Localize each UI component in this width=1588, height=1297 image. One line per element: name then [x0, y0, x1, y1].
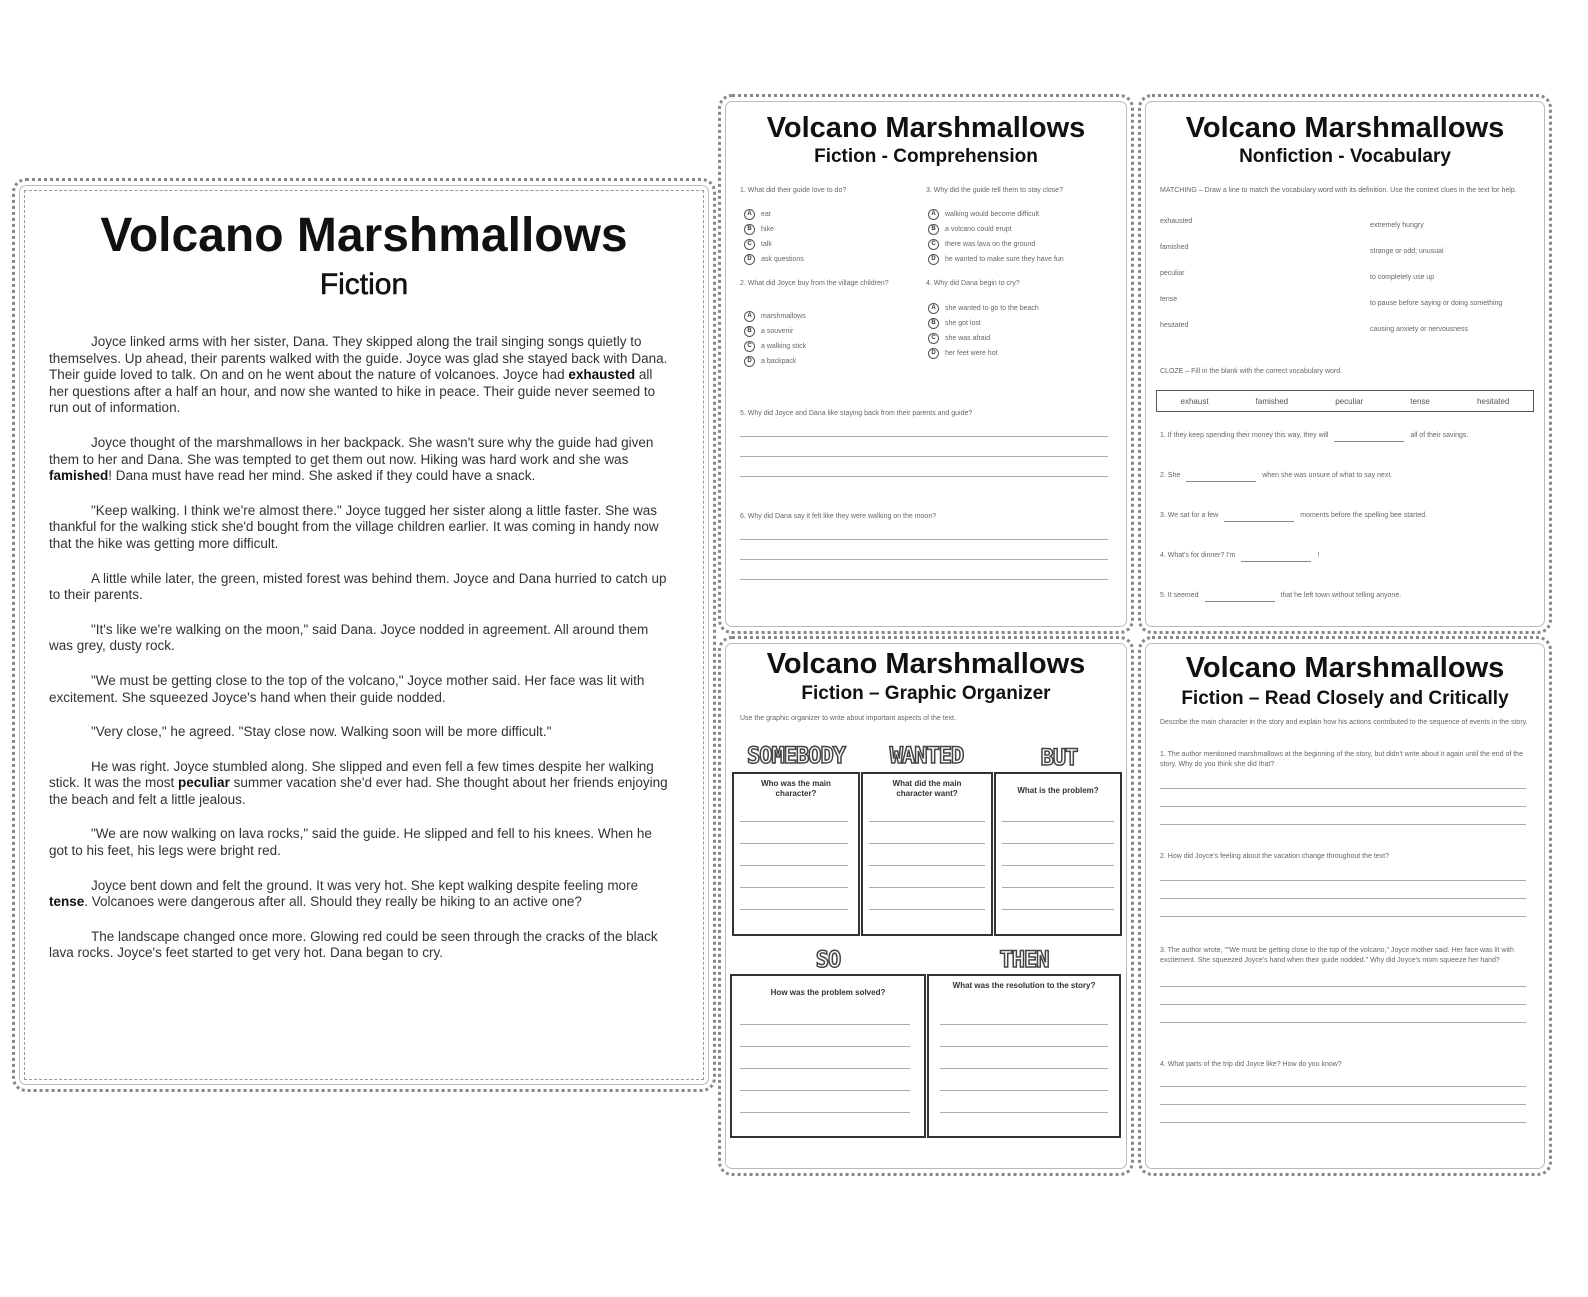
organizer-instructions: Use the graphic organizer to write about important aspects of the text.	[740, 715, 956, 722]
so-box[interactable]	[730, 974, 926, 1138]
answer-option[interactable]	[928, 346, 1039, 361]
answer-bubble[interactable]: C	[744, 341, 755, 352]
answer-option[interactable]	[744, 309, 806, 324]
answer-line[interactable]	[1160, 1104, 1526, 1105]
answer-line[interactable]	[1160, 788, 1526, 789]
comprehension-sheet	[718, 94, 1134, 634]
question-1: 1. What did their guide love to do?	[740, 187, 847, 194]
but-heading: BUT	[1040, 746, 1078, 771]
question-2: 2. What did Joyce buy from the village children?	[740, 280, 889, 287]
word-bank-word: peculiar	[1335, 396, 1364, 406]
sheet-title: Volcano Marshmallows	[766, 648, 1086, 680]
answer-bubble[interactable]: D	[928, 254, 939, 265]
somebody-question: Who was the main character?	[761, 779, 831, 798]
fiction-passage-sheet	[12, 178, 716, 1092]
answer-line[interactable]	[740, 909, 848, 910]
so-question: How was the problem solved?	[770, 988, 886, 997]
answer-bubble[interactable]: B	[744, 224, 755, 235]
option-text: she wanted to go to the beach	[945, 305, 1039, 312]
answer-line[interactable]	[1160, 880, 1526, 881]
then-heading: THEN	[999, 948, 1049, 973]
answer-line[interactable]	[1160, 1022, 1526, 1023]
cloze-text: 5. It seemed	[1160, 592, 1199, 599]
paragraph-text: The landscape changed once more. Glowing red could be seen through the cracks of the black lava rocks. Joyce's feet started to get very hot. Dana began to cry.	[49, 928, 658, 961]
paragraph-text: "Keep walking. I think we're almost there." Joyce tugged her sister along a little faster. She was thankful for the walking stick she'd bought from the village children earlier. It was coming in handy now that the hike was getting more difficult.	[49, 502, 659, 551]
option-text: talk	[761, 241, 772, 248]
word-bank-word: hesitated	[1476, 396, 1510, 406]
passage-paragraph	[49, 929, 674, 962]
answer-line[interactable]	[740, 1046, 910, 1047]
answer-line[interactable]	[869, 843, 985, 844]
wanted-heading: WANTED	[889, 744, 964, 769]
paragraph-text: "It's like we're walking on the moon," said Dana. Joyce nodded in agreement. All around them was grey, dusty rock.	[49, 621, 649, 654]
answer-line[interactable]	[940, 1068, 1108, 1069]
paragraph-text: "We must be getting close to the top of the volcano," Joyce mother said. Her face was lit with excitement. She squeezed Joyce's hand when their guide nodded.	[49, 672, 645, 705]
answer-bubble[interactable]: B	[744, 326, 755, 337]
vocab-word-list	[1160, 217, 1192, 347]
graphic-organizer-sheet	[718, 636, 1134, 1176]
paragraph-text: Joyce bent down and felt the ground. It was very hot. She kept walking despite feeling more	[91, 877, 639, 893]
cloze-text: all of their savings.	[1410, 432, 1469, 439]
passage-paragraph	[49, 622, 674, 655]
sheet-subtitle: Nonfiction - Vocabulary	[1239, 146, 1451, 167]
question-1-options	[744, 207, 804, 267]
critical-question-2: 2. How did Joyce's feeling about the vacation change throughout the text?	[1160, 853, 1389, 860]
vocabulary-word: exhausted	[568, 367, 636, 383]
answer-line[interactable]	[740, 476, 1108, 477]
answer-line[interactable]	[940, 1090, 1108, 1091]
answer-bubble[interactable]: D	[744, 254, 755, 265]
answer-option[interactable]	[744, 222, 804, 237]
answer-line[interactable]	[740, 559, 1108, 560]
answer-line[interactable]	[1160, 824, 1526, 825]
critical-question-3: 3. The author wrote, ""We must be getting close to the top of the volcano," Joyce mother said. Her face was lit with excitement. She squeezed Joyce's hand when their guide nodded." Why did Joyce's mom squeeze her hand?	[1160, 947, 1514, 964]
passage-paragraph	[49, 826, 674, 859]
answer-line[interactable]	[740, 887, 848, 888]
option-text: eat	[761, 211, 771, 218]
answer-line[interactable]	[740, 843, 848, 844]
paragraph-text: "Very close," he agreed. "Stay close now. Walking soon will be more difficult."	[91, 724, 552, 740]
cloze-blank[interactable]	[1186, 471, 1256, 482]
vocab-definition[interactable]: extremely hungry	[1370, 222, 1424, 229]
answer-line[interactable]	[1160, 986, 1526, 987]
word-bank-word: exhaust	[1180, 396, 1209, 406]
passage-genre: Fiction	[319, 268, 409, 301]
cloze-text: when she was unsure of what to say next.	[1262, 472, 1393, 479]
cloze-sentence	[1160, 511, 1540, 551]
option-text: there was lava on the ground	[945, 241, 1036, 248]
cloze-text: that he left town without telling anyone.	[1280, 592, 1402, 599]
answer-bubble[interactable]: C	[928, 239, 939, 250]
answer-line[interactable]	[1002, 865, 1114, 866]
answer-line[interactable]	[740, 579, 1108, 580]
word-bank	[1156, 390, 1534, 412]
option-text: marshmallows	[761, 313, 806, 320]
answer-option[interactable]	[744, 339, 806, 354]
answer-bubble[interactable]: D	[928, 348, 939, 359]
cloze-sentence	[1160, 591, 1540, 631]
sheet-title: Volcano Marshmallows	[1185, 652, 1505, 684]
wanted-question: What did the main character want?	[892, 779, 962, 798]
answer-line[interactable]	[740, 436, 1108, 437]
cloze-blank[interactable]	[1205, 591, 1275, 602]
vocab-word[interactable]: tense	[1160, 296, 1178, 303]
option-text: a backpack	[761, 358, 797, 365]
option-text: walking would become difficult	[945, 211, 1040, 218]
answer-line[interactable]	[1002, 909, 1114, 910]
critical-instructions: Describe the main character in the story and explain how his actions contributed to the sequence of events in the story.	[1160, 719, 1528, 726]
paragraph-text: all her questions after a half an hour, and now she wanted to hike in peace. Their guide never seemed to run out of information.	[49, 367, 656, 416]
wanted-box[interactable]	[861, 772, 993, 936]
passage-paragraph	[49, 435, 674, 485]
sheet-title: Volcano Marshmallows	[766, 112, 1086, 144]
then-box[interactable]	[927, 974, 1121, 1138]
question-5: 5. Why did Joyce and Dana like staying back from their parents and guide?	[740, 410, 973, 417]
option-text: hike	[761, 226, 774, 233]
then-question: What was the resolution to the story?	[952, 981, 1096, 990]
but-box[interactable]	[994, 772, 1122, 936]
cloze-sentence	[1160, 431, 1540, 471]
option-text: a walking stick	[761, 343, 807, 350]
answer-option[interactable]	[744, 354, 806, 369]
answer-option[interactable]	[744, 237, 804, 252]
vocab-definition-list	[1370, 221, 1530, 351]
passage-paragraph	[49, 724, 674, 741]
vocabulary-sheet	[1138, 94, 1552, 634]
option-text: a souvenir	[761, 328, 794, 335]
answer-option[interactable]	[928, 207, 1064, 222]
cloze-text: 2. She	[1160, 472, 1181, 479]
answer-line[interactable]	[1160, 898, 1526, 899]
passage-paragraph	[49, 571, 674, 604]
answer-bubble[interactable]: C	[744, 239, 755, 250]
answer-line[interactable]	[740, 456, 1108, 457]
cloze-instructions: CLOZE – Fill in the blank with the correct vocabulary word.	[1160, 368, 1343, 375]
cloze-blank[interactable]	[1224, 511, 1294, 522]
paragraph-text: Joyce thought of the marshmallows in her backpack. She wasn't sure why the guide had given them to her and Dana. She was tempted to get them out now. Hiking was hard work and she was	[49, 434, 654, 467]
question-3: 3. Why did the guide tell them to stay close?	[926, 187, 1063, 194]
answer-option[interactable]	[928, 252, 1064, 267]
cloze-blank[interactable]	[1334, 431, 1404, 442]
but-question: What is the problem?	[1017, 786, 1099, 795]
answer-option[interactable]	[744, 207, 804, 222]
answer-line[interactable]	[1160, 1122, 1526, 1123]
vocab-definition[interactable]: strange or odd; unusual	[1370, 248, 1444, 255]
vocab-definition[interactable]: to completely use up	[1370, 274, 1435, 281]
paragraph-text: He was right. Joyce stumbled along. She slipped and even fell a few times despite her walking stick. It was the most	[49, 758, 654, 791]
somebody-heading: SOMEBODY	[747, 744, 845, 769]
answer-bubble[interactable]: C	[928, 333, 939, 344]
answer-line[interactable]	[740, 1112, 910, 1113]
answer-line[interactable]	[740, 821, 848, 822]
question-4-options	[928, 301, 1039, 361]
answer-line[interactable]	[940, 1024, 1108, 1025]
vocabulary-word: peculiar	[178, 775, 230, 791]
vocabulary-word: famished	[49, 468, 109, 484]
cloze-text: 4. What's for dinner? I'm	[1160, 552, 1236, 559]
answer-line[interactable]	[1002, 887, 1114, 888]
passage-paragraph	[49, 673, 674, 706]
answer-line[interactable]	[1160, 1086, 1526, 1087]
answer-option[interactable]	[928, 222, 1064, 237]
somebody-box[interactable]	[732, 772, 860, 936]
critical-question-1: 1. The author mentioned marshmallows at the beginning of the story, but didn't write about it again until the end of the story. Why do you think she did that?	[1160, 751, 1523, 768]
paragraph-text: "We are now walking on lava rocks," said the guide. He slipped and fell to his knees. When he got to his feet, his legs were bright red.	[49, 826, 652, 859]
cloze-text: 1. If they keep spending their money this way, they will	[1160, 432, 1329, 439]
word-bank-word: famished	[1255, 396, 1289, 406]
answer-line[interactable]	[869, 887, 985, 888]
answer-line[interactable]	[740, 1068, 910, 1069]
answer-bubble[interactable]: A	[744, 209, 755, 220]
passage-paragraph	[49, 759, 674, 809]
cloze-text: !	[1317, 552, 1320, 559]
vocab-word[interactable]: famished	[1160, 244, 1189, 251]
vocabulary-word: tense	[49, 894, 85, 910]
answer-option[interactable]	[928, 316, 1039, 331]
passage-paragraph	[49, 334, 674, 417]
question-4: 4. Why did Dana begin to cry?	[926, 280, 1020, 287]
option-text: she got lost	[945, 320, 981, 327]
paragraph-text: . Volcanoes were dangerous after all. Should they really be hiking to an active one?	[84, 894, 582, 910]
passage-paragraph	[49, 878, 674, 911]
question-6: 6. Why did Dana say it felt like they were walking on the moon?	[740, 513, 937, 520]
passage-body	[49, 334, 674, 980]
cloze-sentences	[1160, 431, 1540, 631]
paragraph-text: summer vacation she'd ever had. She thought about her friends enjoying the beach and felt a little jealous.	[49, 775, 668, 807]
answer-bubble[interactable]: B	[928, 224, 939, 235]
passage-title: Volcano Marshmallows	[100, 209, 628, 262]
so-heading: SO	[815, 948, 841, 973]
answer-option[interactable]	[928, 301, 1039, 316]
answer-line[interactable]	[1160, 916, 1526, 917]
answer-line[interactable]	[1160, 1004, 1526, 1005]
answer-line[interactable]	[869, 865, 985, 866]
answer-line[interactable]	[940, 1046, 1108, 1047]
answer-line[interactable]	[1160, 806, 1526, 807]
option-text: ask questions	[761, 256, 804, 263]
answer-line[interactable]	[869, 909, 985, 910]
option-text: a volcano could erupt	[945, 226, 1012, 233]
sheet-title: Volcano Marshmallows	[1185, 112, 1505, 144]
paragraph-text: A little while later, the green, misted forest was behind them. Joyce and Dana hurried to catch up to their parents.	[49, 570, 667, 603]
matching-instructions: MATCHING – Draw a line to match the vocabulary word with its definition. Use the context clues in the text for help.	[1160, 187, 1517, 194]
answer-bubble[interactable]: A	[744, 311, 755, 322]
sheet-subtitle: Fiction - Comprehension	[814, 146, 1038, 167]
answer-line[interactable]	[740, 1024, 910, 1025]
question-3-options	[928, 207, 1064, 267]
paragraph-text: Joyce linked arms with her sister, Dana. They skipped along the trail singing songs quietly to themselves. Up ahead, their parents walked with the guide. Joyce was glad she stayed back with Dana. Their guide loved to talk. On and on he went about the nature of volcanoes. Joyce had	[49, 334, 668, 383]
answer-bubble[interactable]: A	[928, 303, 939, 314]
answer-option[interactable]	[744, 324, 806, 339]
critical-reading-sheet	[1138, 636, 1552, 1176]
scalloped-border	[1138, 636, 1552, 1176]
cloze-text: moments before the spelling bee started.	[1300, 512, 1428, 519]
answer-option[interactable]	[928, 237, 1064, 252]
answer-bubble[interactable]: D	[744, 356, 755, 367]
word-bank-word: tense	[1410, 396, 1430, 406]
answer-line[interactable]	[1002, 821, 1114, 822]
cloze-text: 3. We sat for a few	[1160, 512, 1219, 519]
answer-option[interactable]	[744, 252, 804, 267]
answer-line[interactable]	[740, 1090, 910, 1091]
option-text: he wanted to make sure they have fun	[945, 256, 1064, 263]
question-2-options	[744, 309, 806, 369]
vocab-word[interactable]: hesitated	[1160, 322, 1189, 329]
vocab-definition[interactable]: to pause before saying or doing something	[1370, 300, 1503, 307]
answer-line[interactable]	[740, 539, 1108, 540]
cloze-sentence	[1160, 471, 1540, 511]
paragraph-text: ! Dana must have read her mind. She asked if they could have a snack.	[108, 468, 536, 484]
cloze-sentence	[1160, 551, 1540, 591]
cloze-blank[interactable]	[1241, 551, 1311, 562]
sheet-subtitle: Fiction – Read Closely and Critically	[1181, 688, 1509, 709]
option-text: her feet were hot	[945, 350, 998, 357]
answer-option[interactable]	[928, 331, 1039, 346]
answer-bubble[interactable]: A	[928, 209, 939, 220]
sheet-subtitle: Fiction – Graphic Organizer	[801, 683, 1051, 704]
answer-line[interactable]	[869, 821, 985, 822]
option-text: she was afraid	[945, 335, 991, 342]
answer-bubble[interactable]: B	[928, 318, 939, 329]
passage-paragraph	[49, 503, 674, 553]
vocab-word[interactable]: exhausted	[1160, 218, 1193, 225]
vocab-definition[interactable]: causing anxiety or nervousness	[1370, 326, 1469, 333]
critical-question-4: 4. What parts of the trip did Joyce like? How do you know?	[1160, 1061, 1342, 1068]
answer-line[interactable]	[1002, 843, 1114, 844]
answer-line[interactable]	[740, 865, 848, 866]
vocab-word[interactable]: peculiar	[1160, 270, 1185, 277]
answer-line[interactable]	[940, 1112, 1108, 1113]
